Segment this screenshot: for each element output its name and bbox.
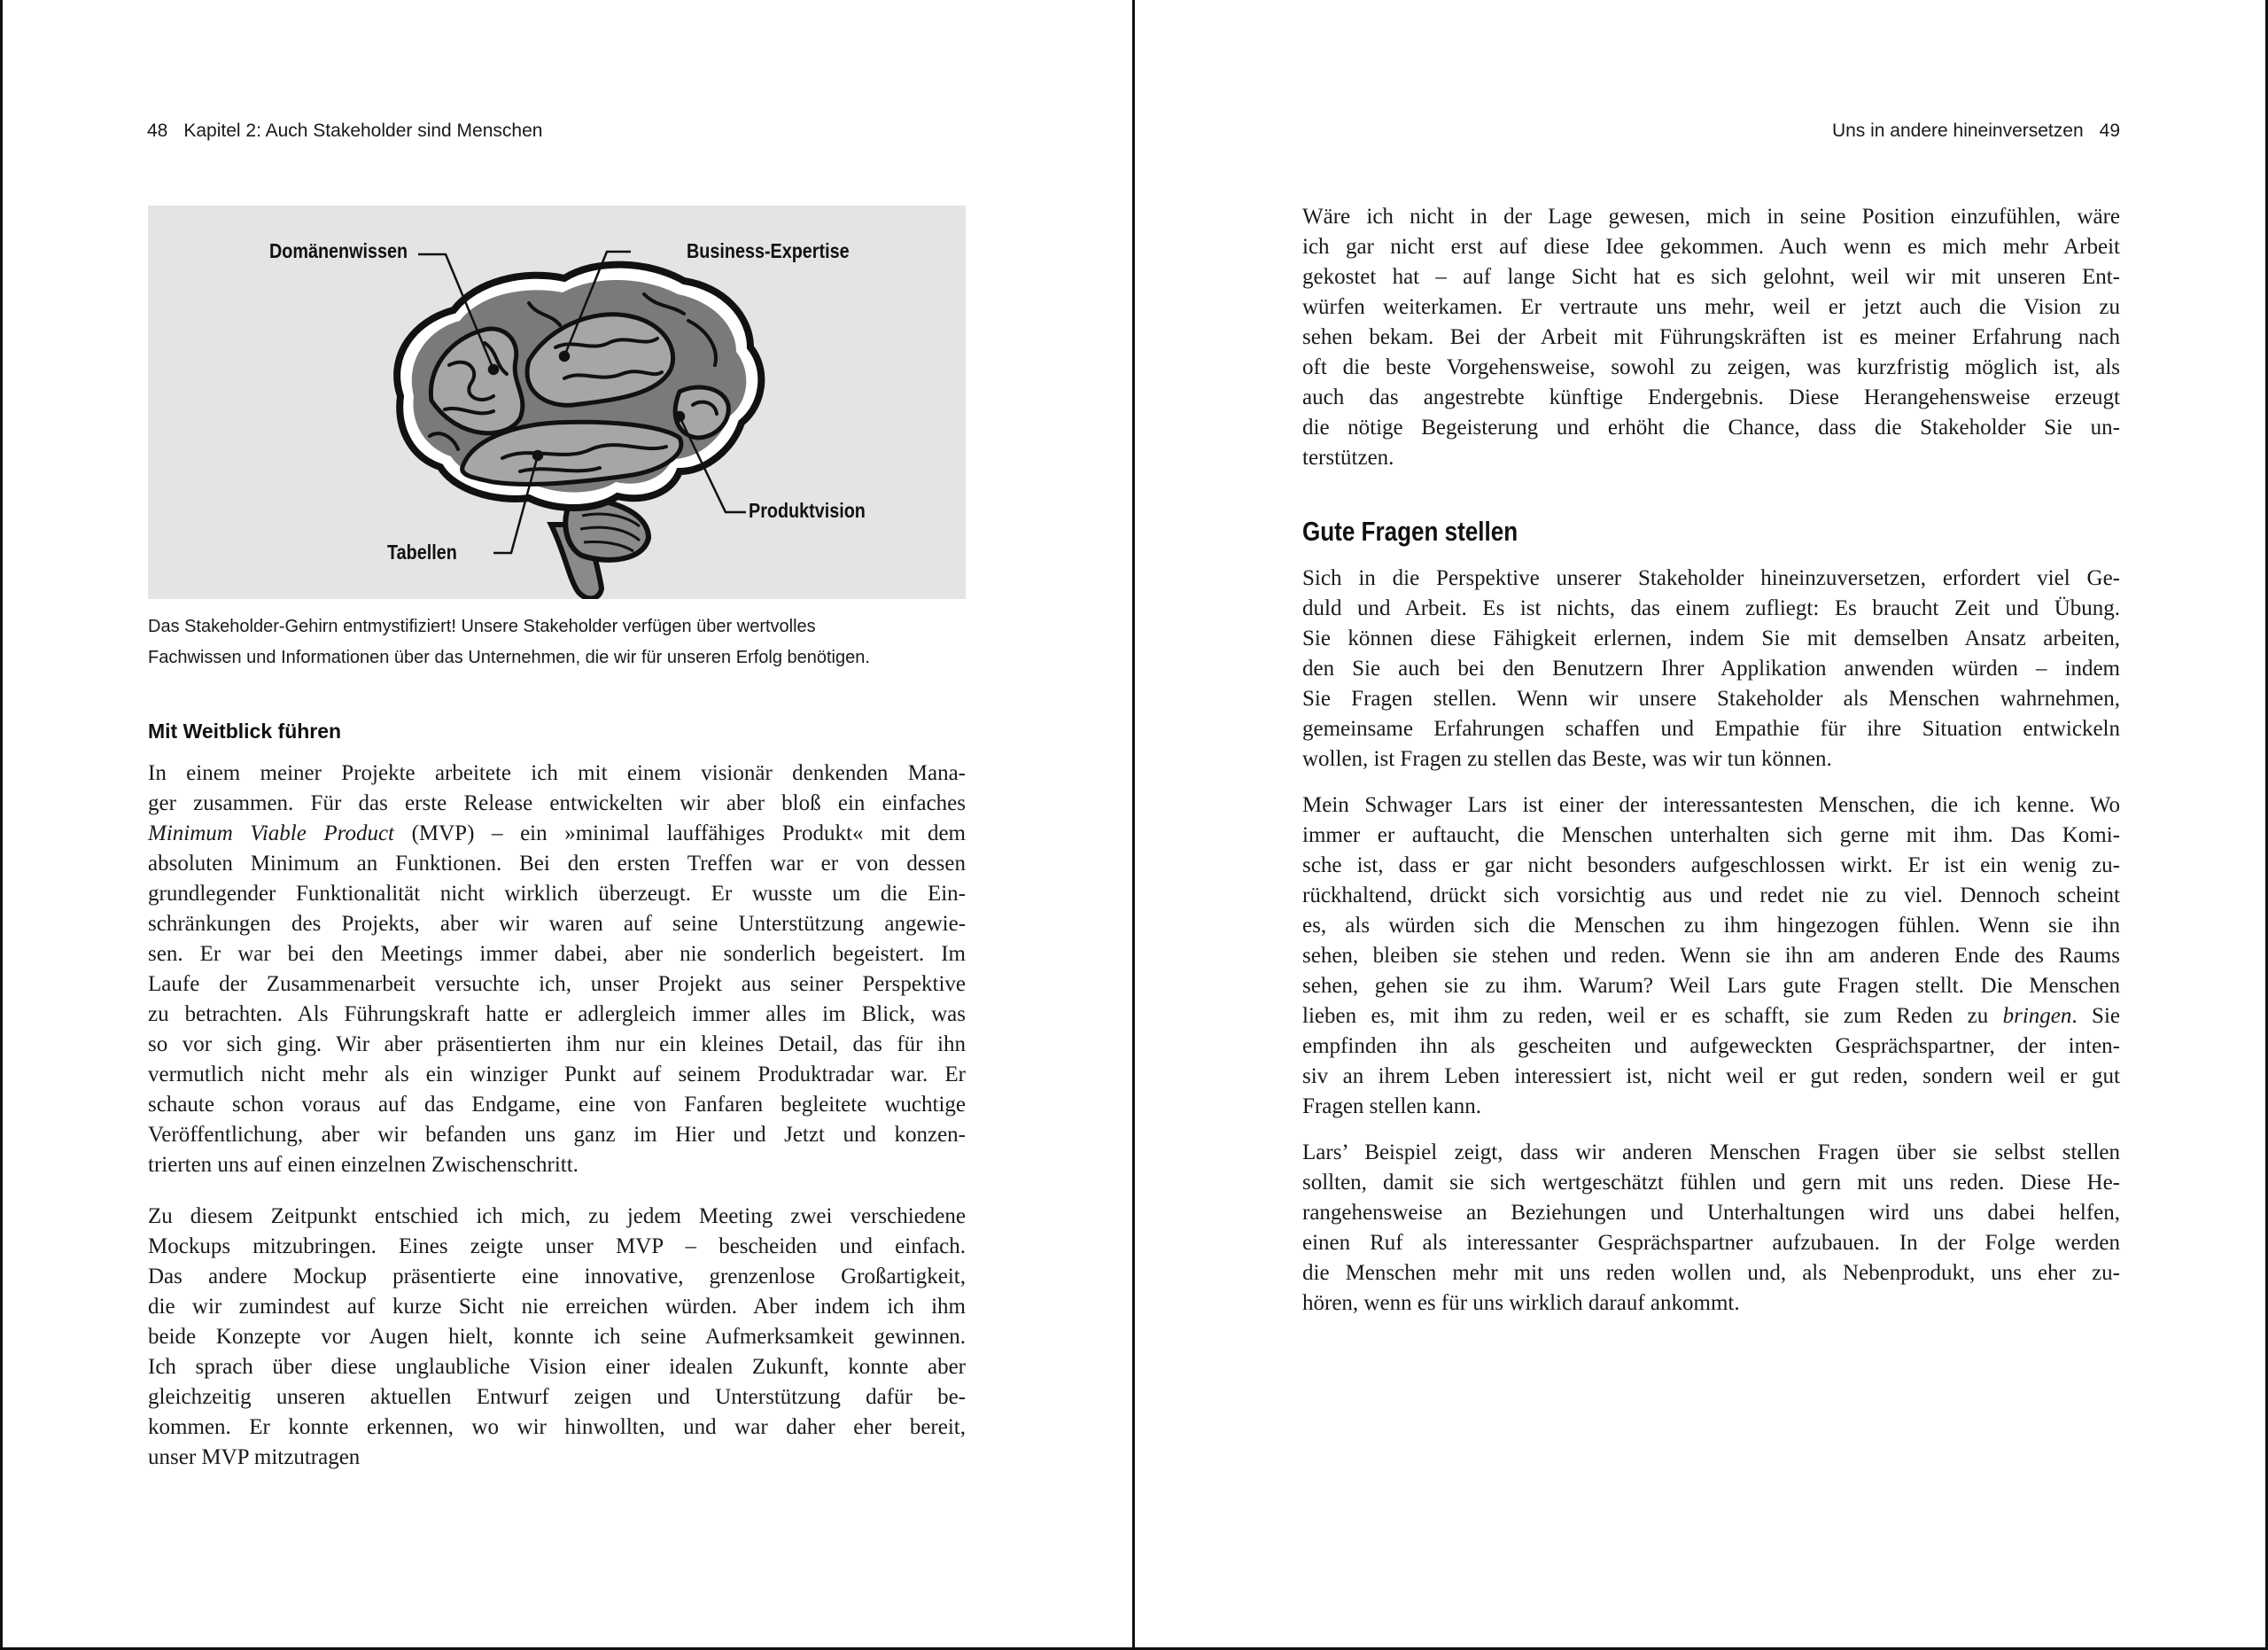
text-line — [1302, 1001, 2120, 1031]
text-line: terstützen. — [1302, 446, 1394, 470]
text-line: grundlegender Funktionalität nicht wirklich überzeugt. Er wusste um die Ein- — [148, 882, 966, 906]
text-line: schaute schon voraus auf das Endgame, eine von Fanfaren begleitete wuchtige — [148, 1093, 966, 1117]
text-line: Laufe der Zusammenarbeit versuchte ich, unser Projekt aus seiner Perspektive — [148, 972, 966, 996]
text-line: Fragen stellen kann. — [1302, 1094, 1482, 1118]
text-fragment: lieben es, mit ihm zu reden, weil er es schafft, sie zum Reden zu — [1302, 1004, 2003, 1028]
brain-illustration — [148, 206, 966, 599]
text-line: den Sie auch bei den Benutzern Ihrer Applikation anwenden würden – indem — [1302, 657, 2120, 681]
label-business-expertise: Business-Expertise — [687, 239, 850, 262]
caption-line: Das Stakeholder-Gehirn entmystifiziert! Unsere Stakeholder verfügen über wertvolles — [148, 617, 816, 636]
right-paragraph-2 — [1302, 564, 2120, 774]
text-line: Mockups mitzubringen. Eines zeigte unser MVP – bescheiden und einfach. — [148, 1234, 966, 1258]
text-line: kommen. Er konnte erkennen, wo wir hinwollten, und war daher eher bereit, — [148, 1415, 966, 1439]
text-line: zu betrachten. Als Führungskraft hatte er adlergleich immer alles im Blick, was — [148, 1002, 966, 1026]
text-line: siv an ihrem Leben interessiert ist, nicht weil er gut reden, sondern weil er gut — [1302, 1064, 2120, 1088]
text-line: unser MVP mitzutragen — [148, 1445, 361, 1469]
text-line: Zu diesem Zeitpunkt entschied ich mich, zu jedem Meeting zwei verschiedene — [148, 1204, 966, 1228]
page-number-right: 49 — [2099, 121, 2120, 141]
text-line: sche ist, dass er gar nicht besonders aufgeschlossen wirkt. Er ist ein wenig zu- — [1302, 853, 2120, 877]
text-line: würfen weiterkamen. Er vertraute uns mehr, weil er jetzt auch die Vision zu — [1302, 295, 2120, 319]
text-line: die Menschen mehr mit uns reden wollen und, als Nebenprodukt, uns eher zu- — [1302, 1261, 2120, 1285]
label-tables: Tabellen — [387, 541, 457, 564]
text-line: gleichzeitig unseren aktuellen Entwurf zeigen und Unterstützung dafür be- — [148, 1385, 966, 1409]
text-line: Mein Schwager Lars ist einer der interessantesten Menschen, die ich kenne. Wo — [1302, 793, 2120, 817]
text-line: In einem meiner Projekte arbeitete ich mit einem visionär denkenden Mana- — [148, 761, 966, 785]
italic-term: bringen — [2002, 1004, 2072, 1028]
page-number-left: 48 — [147, 121, 168, 141]
left-paragraph-1 — [148, 759, 966, 1180]
section-heading-gute-fragen: Gute Fragen stellen — [1302, 516, 1518, 547]
text-line: Das andere Mockup präsentierte eine innovative, grenzenlose Großartigkeit, — [148, 1265, 966, 1288]
text-line: oft die beste Vorgehensweise, sowohl zu zeigen, was kurzfristig möglich ist, als — [1302, 355, 2120, 379]
text-line: hören, wenn es für uns wirklich darauf ankommt. — [1302, 1291, 1740, 1315]
text-line: Sich in die Perspektive unserer Stakeholder hineinzuversetzen, erfordert viel Ge- — [1302, 566, 2120, 590]
text-line: vermutlich nicht mehr als ein winziger Punkt auf seinem Produktradar war. Er — [148, 1062, 966, 1086]
text-line: rangehensweise an Beziehungen und Unterhaltungen wird uns dabei helfen, — [1302, 1201, 2120, 1225]
text-line: wollen, ist Fragen zu stellen das Beste, was wir tun können. — [1302, 747, 1832, 771]
caption-line: Fachwissen und Informationen über das Unternehmen, die wir für unseren Erfolg benötigen. — [148, 648, 870, 667]
text-line: absoluten Minimum an Funktionen. Bei den ersten Treffen war er von dessen — [148, 852, 966, 876]
text-line: Lars’ Beispiel zeigt, dass wir anderen Menschen Fragen über sie selbst stellen — [1302, 1140, 2120, 1164]
text-line: trierten uns auf einen einzelnen Zwischenschritt. — [148, 1153, 579, 1177]
text-line: schränkungen des Projekts, aber wir waren auf seine Unterstützung angewie- — [148, 912, 966, 936]
brain-figure — [148, 206, 966, 599]
label-domain-knowledge: Domänenwissen — [269, 239, 408, 262]
text-line: duld und Arbeit. Es ist nichts, das einem zufliegt: Es braucht Zeit und Übung. — [1302, 596, 2120, 620]
text-line — [148, 819, 966, 849]
text-line: immer er auftaucht, die Menschen unterhalten sich gerne mit ihm. Das Komi- — [1302, 823, 2120, 847]
chapter-title: Kapitel 2: Auch Stakeholder sind Menschen — [183, 121, 543, 141]
text-line: gekostet hat – auf lange Sicht hat es sich gelohnt, weil wir mit unseren Ent- — [1302, 265, 2120, 289]
text-line: die nötige Begeisterung und erhöht die Chance, dass die Stakeholder Sie un- — [1302, 416, 2120, 440]
text-line: empfinden ihn als gescheiten und aufgeweckten Gesprächspartner, der inten- — [1302, 1034, 2120, 1058]
text-line: so vor sich ging. Wir aber präsentierten ihm nur ein kleines Detail, das für ihn — [148, 1032, 966, 1056]
text-line: ich gar nicht erst auf diese Idee gekommen. Auch wenn es mich mehr Arbeit — [1302, 235, 2120, 259]
text-line: Wäre ich nicht in der Lage gewesen, mich in seine Position einzufühlen, wäre — [1302, 205, 2120, 229]
right-paragraph-4 — [1302, 1138, 2120, 1319]
subheading-mit-weitblick: Mit Weitblick führen — [148, 720, 342, 743]
text-line: ger zusammen. Für das erste Release entwickelten wir aber bloß ein einfaches — [148, 791, 966, 815]
text-line: auch das angestrebte künftige Endergebnis. Diese Herangehensweise erzeugt — [1302, 385, 2120, 409]
running-head-left — [147, 121, 542, 142]
running-head-right — [1832, 121, 2120, 142]
text-line: Veröffentlichung, aber wir befanden uns ganz im Hier und Jetzt und konzen- — [148, 1123, 966, 1147]
section-running-title: Uns in andere hineinversetzen — [1831, 121, 2084, 141]
text-fragment: (MVP) – ein »minimal lauffähiges Produkt« mit dem — [394, 821, 966, 845]
right-paragraph-3 — [1302, 790, 2120, 1122]
italic-term: Minimum Viable Product — [148, 821, 394, 845]
label-product-vision: Produktvision — [749, 499, 866, 522]
text-line: sehen, gehen sie zu ihm. Warum? Weil Lars gute Fragen stellt. Die Menschen — [1302, 974, 2120, 998]
text-line: sehen, bleiben sie stehen und reden. Wenn sie ihn am anderen Ende des Raums — [1302, 944, 2120, 968]
text-line: gemeinsame Erfahrungen schaffen und Empathie für ihre Situation entwickeln — [1302, 717, 2120, 741]
right-paragraph-1 — [1302, 202, 2120, 473]
text-line: sen. Er war bei den Meetings immer dabei, aber nie sonderlich begeistert. Im — [148, 942, 966, 966]
text-line: beide Konzepte vor Augen hielt, konnte ich seine Aufmerksamkeit gewinnen. — [148, 1325, 966, 1349]
text-line: sehen bekam. Bei der Arbeit mit Führungskräften ist es meiner Erfahrung nach — [1302, 325, 2120, 349]
text-line: Sie Fragen stellen. Wenn wir unsere Stakeholder als Menschen wahrnehmen, — [1302, 687, 2120, 711]
left-paragraph-2 — [148, 1202, 966, 1473]
text-line: die wir zumindest auf kurze Sicht nie erreichen würden. Aber indem ich ihm — [148, 1295, 966, 1319]
text-line: rückhaltend, drückt sich vorsichtig aus und redet nie zu viel. Dennoch scheint — [1302, 883, 2120, 907]
text-fragment: . Sie — [2071, 1004, 2120, 1028]
text-line: Ich sprach über diese unglaubliche Vision einer idealen Zukunft, konnte aber — [148, 1355, 966, 1379]
text-line: Sie können diese Fähigkeit erlernen, indem Sie mit demselben Ansatz arbeiten, — [1302, 627, 2120, 650]
text-line: einen Ruf als interessanter Gesprächspartner aufzubauen. In der Folge werden — [1302, 1231, 2120, 1255]
text-line: es, als würden sich die Menschen zu ihm hingezogen fühlen. Wenn sie ihn — [1302, 914, 2120, 938]
figure-caption — [148, 611, 972, 673]
text-line: sollten, damit sie sich wertgeschätzt fühlen und gern mit uns reden. Diese He- — [1302, 1171, 2120, 1195]
